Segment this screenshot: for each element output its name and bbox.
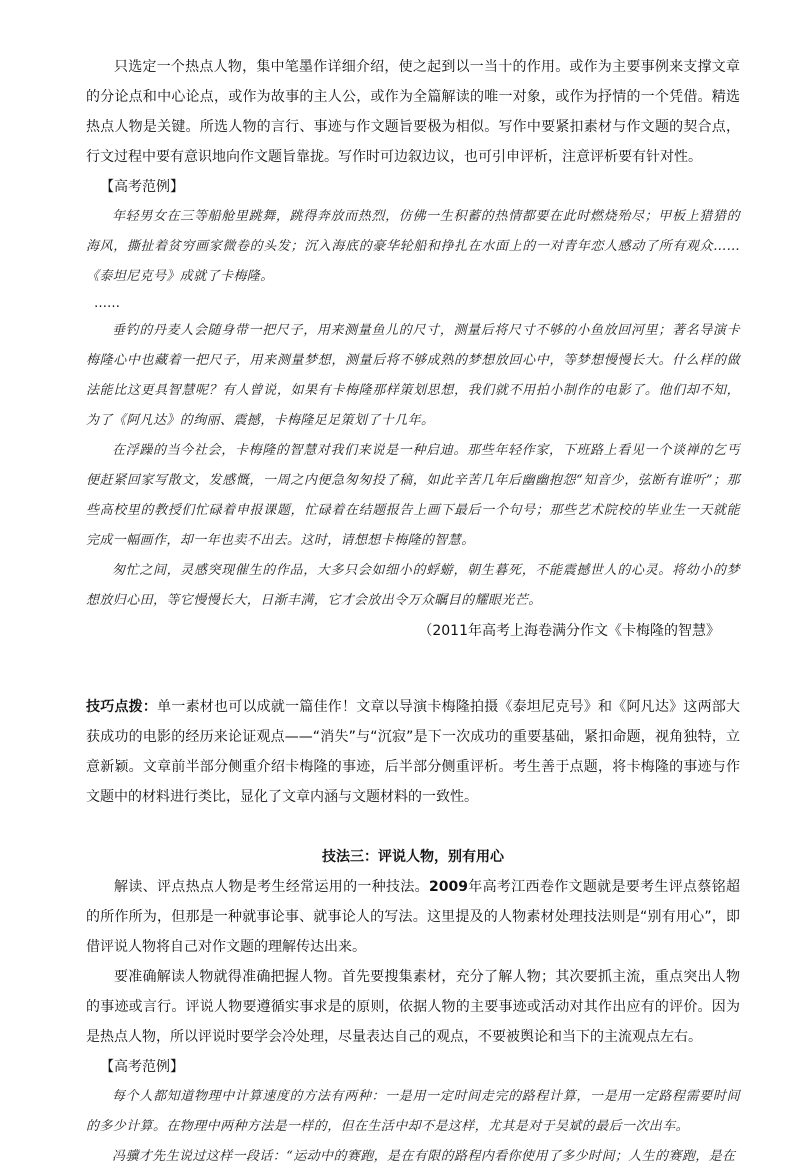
document-page (86, 52, 740, 1172)
ellipsis: …… (94, 296, 120, 311)
intro-paragraph: 只选定一个热点人物，集中笔墨作详细介绍，使之起到以一当十的作用。或作为主要事例来支撑文章的分论点和中心论点，或作为故事的主人公，或作为全篇解读的唯一对象，或作为抒情的一个凭借。精选热点人物是关键。所选人物的言行、事迹与作文题旨要极为相似。写作中要紧扣素材与作文题的契合点，行文过程中要有意识地向作文题旨靠拢。写作时可边叙边议，也可引申评析，注意评析要有针对性。 (86, 59, 740, 165)
example-paragraph: 年轻男女在三等船舱里跳舞，跳得奔放而热烈，仿佛一生积蓄的热情都要在此时燃烧殆尽；甲板上猎猎的海风，撕扯着贫穷画家微卷的头发；沉入海底的豪华轮船和挣扎在水面上的一对青年恋人感动了所有观众……《泰坦尼克号》成就了卡梅隆。 (86, 209, 740, 284)
example-label: 【高考范例】 (100, 179, 184, 195)
example-label: 【高考范例】 (100, 1059, 184, 1075)
section-paragraph: 解读、评点热点人物是考生经常运用的一种技法。2009年高考江西卷作文题就是要考生评点蔡铭超的所作所为，但那是一种就事论事、就事论人的写法。这里提及的人物素材处理技法则是“别有用心”，即借评说人物将自己对作文题的理解传达出来。 (86, 879, 741, 955)
section-paragraph: 要准确解读人物就得准确把握人物。首先要搜集素材，充分了解人物；其次要抓主流，重点突出人物的事迹或言行。评说人物要遵循实事求是的原则，依据人物的主要事迹或活动对其作出应有的评价。因为是热点人物，所以评说时要学会冷处理，尽量表达自己的观点，不要被舆论和当下的主流观点左右。 (86, 969, 740, 1045)
example-paragraph: 在浮躁的当今社会，卡梅隆的智慧对我们来说是一种启迪。那些年轻作家，下班路上看见一个谈禅的乞丐便赶紧回家写散文，发感慨，一周之内便急匆匆投了稿，如此辛苦几年后幽幽抱怨“知音少，弦断有谁听”；那些高校里的教授们忙碌着申报课题，忙碌着在结题报告上画下最后一个句号；那些艺术院校的毕业生一天就能完成一幅画作，却一年也卖不出去。这时，请想想卡梅隆的智慧。 (86, 443, 740, 548)
example-paragraph: 垂钓的丹麦人会随身带一把尺子，用来测量鱼儿的尺寸，测量后将尺寸不够的小鱼放回河里；著名导演卡梅隆心中也藏着一把尺子，用来测量梦想，测量后将不够成熟的梦想放回心中，等梦想慢慢长大。什么样的做法能比这更具智慧呢？有人曾说，如果有卡梅隆那样策划思想，我们就不用拍小制作的电影了。他们却不知，为了《阿凡达》的绚丽、震撼，卡梅隆足足策划了十几年。 (86, 323, 740, 428)
tip-label: 技巧点拨： (86, 699, 158, 715)
example-paragraph: 每个人都知道物理中计算速度的方法有两种：一是用一定时间走完的路程计算，一是用一定路程需要时间的多少计算。在物理中两种方法是一样的，但在生活中却不是这样，尤其是对于吴斌的最后一次出车。 (86, 1089, 740, 1134)
example-paragraph: 冯骥才先生说过这样一段话：“运动中的赛跑，是在有限的路程内看你使用了多少时间；人生的赛跑，是在 (112, 1149, 736, 1164)
section-title: 技法三：评说人物，别有用心 (322, 849, 504, 865)
tip-text: 单一素材也可以成就一篇佳作！文章以导演卡梅隆拍摄《泰坦尼克号》和《阿凡达》这两部大获成功的电影的经历来论证观点——“消失”与“沉寂”是下一次成功的重要基础，紧扣命题，视角独特，立意新颖。文章前半部分侧重介绍卡梅隆的事迹，后半部分侧重评析。考生善于点题，将卡梅隆的事迹与作文题中的材料进行类比，显化了文章内涵与文题材料的一致性。 (86, 699, 741, 805)
example-paragraph: 匆忙之间，灵感突现催生的作品，大多只会如细小的蜉蝣，朝生暮死，不能震撼世人的心灵。将幼小的梦想放归心田，等它慢慢长大，日渐丰满，它才会放出令万众瞩目的耀眼光芒。 (86, 563, 740, 608)
example-source: （2011年高考上海卷满分作文《卡梅隆的智慧》 (418, 623, 720, 639)
tip-paragraph (86, 692, 740, 812)
